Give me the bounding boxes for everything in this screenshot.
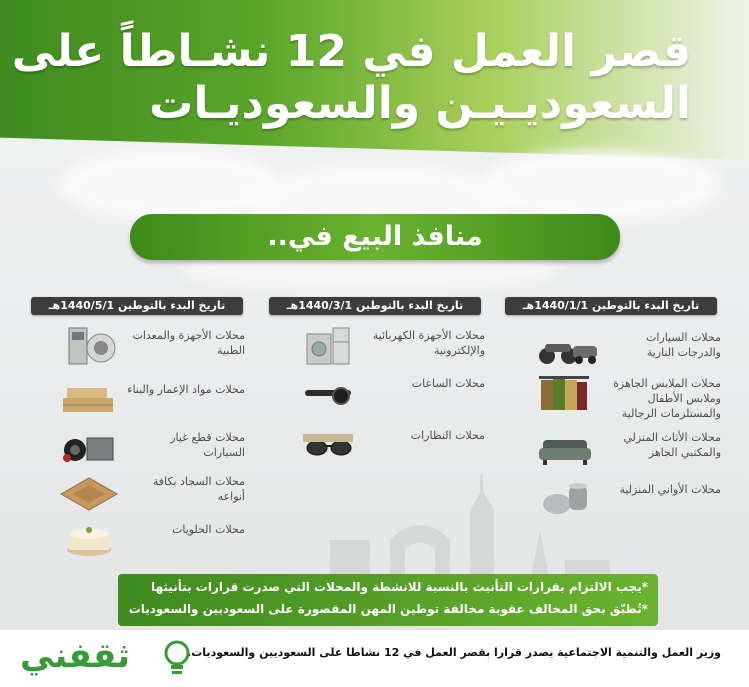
- column-header: تاريخ البدء بالتوطين 1440/3/1هـ: [269, 297, 481, 315]
- cake-icon: [53, 518, 123, 562]
- list-item: [39, 426, 251, 470]
- footer-caption-dot: .: [187, 646, 192, 659]
- item-label: محلات مواد الإعمار والبناء: [127, 383, 245, 396]
- list-item: [515, 426, 727, 470]
- kitchenware-icon: [529, 478, 599, 522]
- item-label: محلات الأثاث المنزلي والمكتبي الجاهز: [623, 431, 721, 459]
- building-materials-icon: [53, 378, 123, 422]
- item-label: محلات الأجهزة والمعدات الطبية: [132, 329, 245, 357]
- list-item: [39, 324, 251, 368]
- column-1440-1-1: [505, 297, 717, 315]
- list-item: [279, 372, 491, 416]
- list-item: [515, 372, 727, 420]
- list-item: [515, 326, 727, 370]
- sofa-icon: [529, 426, 599, 470]
- banner-text: منافذ البيع في..: [267, 221, 483, 252]
- list-item: [515, 478, 727, 522]
- item-label: محلات النظارات: [410, 429, 485, 442]
- carpet-icon: [53, 470, 123, 514]
- column-1440-5-1: [31, 297, 243, 315]
- column-header: تاريخ البدء بالتوطين 1440/5/1هـ: [31, 297, 243, 315]
- notes-bar: [118, 574, 658, 626]
- footer: [0, 630, 749, 687]
- glasses-icon: [293, 424, 363, 468]
- list-item: [279, 424, 491, 468]
- column-1440-3-1: [269, 297, 481, 315]
- site-logo-text: ثقفني: [20, 636, 130, 676]
- title-line-2: السعوديـيـن والسعوديـات: [149, 78, 691, 129]
- page-title: [11, 26, 691, 130]
- footer-caption: [187, 646, 721, 659]
- clothes-icon: [529, 372, 599, 416]
- car-parts-icon: [53, 426, 123, 470]
- item-label: محلات الساعات: [411, 377, 485, 390]
- cloud: [480, 150, 720, 220]
- item-label: محلات الحلويات: [171, 523, 245, 536]
- list-item: [39, 378, 251, 422]
- medical-equipment-icon: [53, 324, 123, 368]
- item-label: محلات قطع غيار السيارات: [170, 431, 245, 459]
- list-item: [279, 324, 491, 368]
- cloud: [60, 150, 280, 220]
- appliances-icon: [293, 324, 363, 368]
- list-item: [39, 518, 251, 562]
- section-banner: [130, 214, 620, 260]
- item-label: محلات الأجهزة الكهربائية والإلكترونية: [372, 329, 485, 357]
- note-line-2: *تُطبّق بحق المخالف عقوبة مخالفة توطين المهن المقصورة على السعوديين والسعوديات: [128, 602, 648, 616]
- item-label: محلات الملابس الجاهزة وملابس الأطفال والمستلزمات الرجالية: [613, 377, 721, 420]
- column-header: تاريخ البدء بالتوطين 1440/1/1هـ: [505, 297, 717, 315]
- footer-caption-text: وزير العمل والتنمية الاجتماعية يصدر قرارا بقصر العمل في 12 نشاطا على السعوديين والسعوديات: [191, 646, 721, 659]
- item-label: محلات الأواني المنزلية: [619, 483, 721, 496]
- list-item: [39, 470, 251, 514]
- watch-icon: [293, 372, 363, 416]
- note-line-1: *يجب الالتزام بقرارات التأنيث بالنسبة للانشطة والمحلات التي صدرت قرارات بتأنيثها: [150, 580, 648, 594]
- item-label: محلات السجاد بكافة أنواعه: [152, 475, 245, 503]
- title-line-1: قصر العمل في 12 نشـاطاً على: [11, 26, 691, 77]
- lightbulb-icon: [160, 638, 194, 678]
- item-label: محلات السيارات والدرجات النارية: [645, 331, 721, 359]
- motorcycle-car-icon: [529, 326, 599, 370]
